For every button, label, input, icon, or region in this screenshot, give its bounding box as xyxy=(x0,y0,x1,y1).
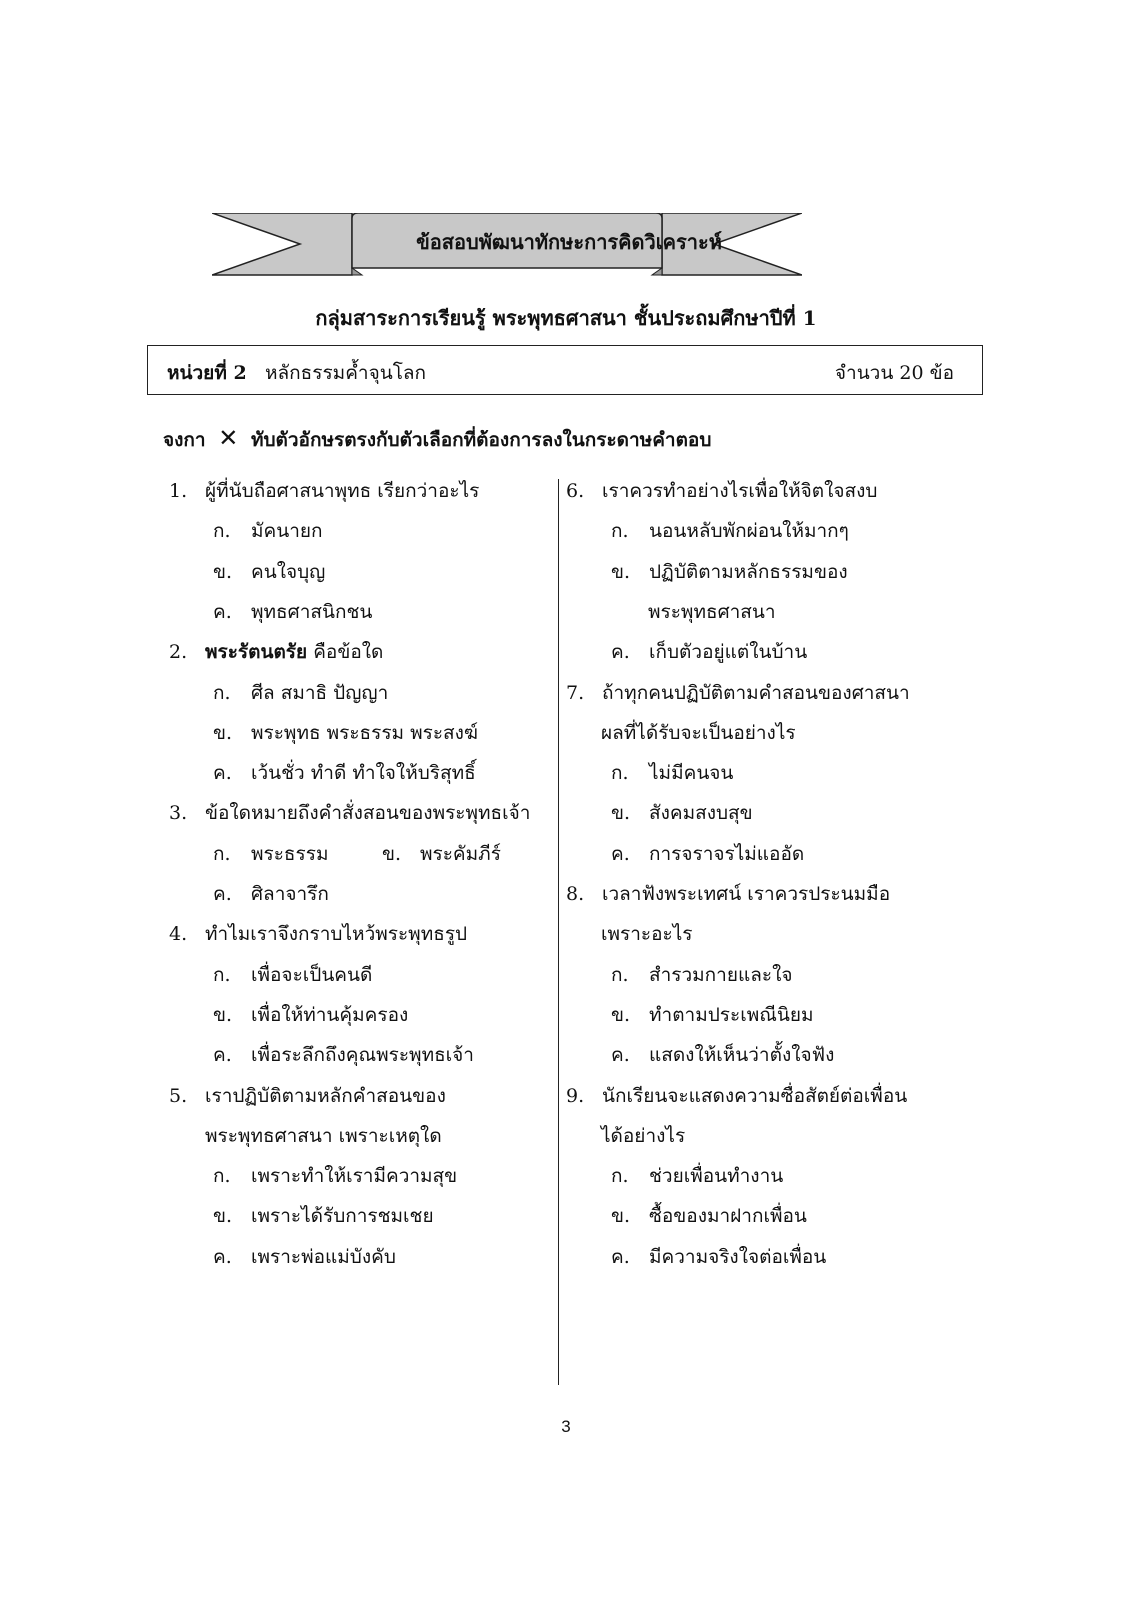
question-3-line xyxy=(169,793,530,834)
choice-1-0 xyxy=(213,511,323,552)
question-7-line xyxy=(566,673,910,714)
question-9-line xyxy=(566,1076,907,1117)
choice-text: ไม่มีคนจน xyxy=(649,762,734,785)
question-text: คือข้อใด xyxy=(313,641,384,664)
column-divider xyxy=(558,479,559,1385)
choice-label: ค. xyxy=(213,1245,232,1268)
choice-label: ค. xyxy=(611,1245,630,1268)
choice-text: ปฏิบัติตามหลักธรรมของ xyxy=(649,560,848,583)
choice-2-2 xyxy=(213,753,476,794)
cross-mark-icon: ✕ xyxy=(218,424,239,452)
subject-line: กลุ่มสาระการเรียนรู้ พระพุทธศาสนา ชั้นประถมศึกษาปีที่ 1 xyxy=(315,306,817,330)
question-4-line xyxy=(169,914,467,955)
question-number: 6. xyxy=(566,480,585,502)
choice-label: ข. xyxy=(611,1003,631,1026)
choice-label: ค. xyxy=(611,842,630,865)
question-keyword: พระรัตนตรัย xyxy=(205,641,308,664)
question-1-line xyxy=(169,471,479,512)
choice-label: ก. xyxy=(213,842,231,865)
choice-text: พระธรรม xyxy=(251,842,329,865)
question-text: พระพุทธศาสนา เพราะเหตุใด xyxy=(205,1124,442,1147)
choice-7-2 xyxy=(611,834,804,875)
choice-text: เพราะทำให้เรามีความสุข xyxy=(251,1165,458,1188)
choice-label: ก. xyxy=(213,1165,231,1188)
question-9-line xyxy=(601,1116,685,1157)
choice-text: เพื่อจะเป็นคนดี xyxy=(251,963,373,986)
choice-text: เก็บตัวอยู่แต่ในบ้าน xyxy=(649,641,808,664)
choice-5-0 xyxy=(213,1156,457,1197)
choice-5-1 xyxy=(213,1196,434,1237)
choice-8-2 xyxy=(611,1035,834,1076)
question-7-line xyxy=(601,713,796,754)
instruction-before: จงกา xyxy=(163,429,206,451)
choice-text: นอนหลับพักผ่อนให้มากๆ xyxy=(649,520,849,543)
choice-3-1 xyxy=(382,834,501,875)
choice-9-2 xyxy=(611,1237,826,1278)
question-text: ข้อใดหมายถึงคำสั่งสอนของพระพุทธเจ้า xyxy=(205,802,531,825)
choice-text: ศีล สมาธิ ปัญญา xyxy=(251,681,389,704)
question-5-line xyxy=(205,1116,442,1157)
question-number: 8. xyxy=(566,883,585,905)
choice-6-0 xyxy=(611,511,849,552)
choice-label: ค. xyxy=(213,883,232,905)
choice-label: ข. xyxy=(382,842,402,865)
question-number: 9. xyxy=(566,1084,585,1107)
choice-text: มัคนายก xyxy=(251,520,323,543)
question-5-line xyxy=(169,1076,446,1117)
choice-1-2 xyxy=(213,592,372,633)
instruction xyxy=(163,424,711,455)
choice-2-0 xyxy=(213,673,388,714)
choice-label: ก. xyxy=(213,520,231,543)
question-8-line xyxy=(601,914,692,955)
choice-2-1 xyxy=(213,713,478,754)
choice-text: เว้นชั่ว ทำดี ทำใจให้บริสุทธิ์ xyxy=(251,762,476,785)
choice-label: ข. xyxy=(213,1003,233,1026)
question-number: 5. xyxy=(169,1084,188,1107)
question-text: ได้อย่างไร xyxy=(601,1124,686,1147)
choice-text: เพราะได้รับการชมเชย xyxy=(251,1205,434,1228)
choice-9-0 xyxy=(611,1156,783,1197)
choice-8-0 xyxy=(611,955,792,996)
choice-text: แสดงให้เห็นว่าตั้งใจฟัง xyxy=(649,1044,835,1067)
banner-title: ข้อสอบพัฒนาทักษะการคิดวิเคราะห์ xyxy=(416,230,722,254)
question-text: ถ้าทุกคนปฏิบัติตามคำสอนของศาสนา xyxy=(602,681,910,704)
choice-6-1 xyxy=(611,552,848,593)
question-text: ผลที่ได้รับจะเป็นอย่างไร xyxy=(601,721,796,744)
choice-label: ข. xyxy=(213,1205,233,1228)
choice-text: เพื่อระลึกถึงคุณพระพุทธเจ้า xyxy=(251,1044,474,1067)
question-number: 1. xyxy=(169,480,188,502)
page-number: 3 xyxy=(561,1417,571,1436)
choice-label: ก. xyxy=(611,762,629,785)
choice-text: มีความจริงใจต่อเพื่อน xyxy=(649,1245,827,1268)
choice-text: ซื้อของมาฝากเพื่อน xyxy=(649,1205,807,1228)
choice-6-2 xyxy=(611,632,807,673)
question-8-line xyxy=(566,874,890,915)
choice-4-1 xyxy=(213,995,408,1036)
choice-label: ค. xyxy=(611,1044,630,1067)
choice-7-0 xyxy=(611,753,733,794)
question-text: เราควรทำอย่างไรเพื่อให้จิตใจสงบ xyxy=(602,480,878,502)
choice-label: ค. xyxy=(611,641,630,664)
choice-3-2 xyxy=(213,874,329,915)
choice-label: ก. xyxy=(213,963,231,986)
choice-label: ข. xyxy=(611,1205,631,1228)
question-number: 3. xyxy=(169,802,188,825)
choice-text: การจราจรไม่แออัด xyxy=(649,842,805,865)
choice-4-0 xyxy=(213,955,372,996)
choice-label: ข. xyxy=(213,560,233,583)
choice-6-1-cont: พระพุทธศาสนา xyxy=(648,600,776,623)
question-text: เราปฏิบัติตามหลักคำสอนของ xyxy=(205,1084,446,1107)
question-text: เวลาฟังพระเทศน์ เราควรประนมมือ xyxy=(602,883,891,905)
unit-label: หน่วยที่ 2 xyxy=(167,362,247,384)
choice-label: ค. xyxy=(213,600,232,623)
question-text: นักเรียนจะแสดงความซื่อสัตย์ต่อเพื่อน xyxy=(602,1084,908,1107)
choice-text: ช่วยเพื่อนทำงาน xyxy=(649,1165,784,1188)
choice-label: ข. xyxy=(611,560,631,583)
choice-label: ค. xyxy=(213,1044,232,1067)
choice-text: ศิลาจารึก xyxy=(251,883,329,905)
choice-5-2 xyxy=(213,1237,396,1278)
choice-label: ข. xyxy=(213,721,233,744)
choice-label: ก. xyxy=(611,520,629,543)
choice-8-1 xyxy=(611,995,814,1036)
choice-text: พระคัมภีร์ xyxy=(420,842,501,865)
choice-text: เพราะพ่อแม่บังคับ xyxy=(251,1245,396,1268)
question-count: จำนวน 20 ข้อ xyxy=(834,362,954,384)
choice-text: สำรวมกายและใจ xyxy=(649,963,793,986)
question-6-line xyxy=(566,471,877,512)
choice-text: คนใจบุญ xyxy=(251,560,326,583)
unit-title: หลักธรรมค้ำจุนโลก xyxy=(265,362,427,384)
question-number: 7. xyxy=(566,681,585,704)
question-text: เพราะอะไร xyxy=(601,923,693,946)
choice-label: ข. xyxy=(611,802,631,825)
choice-text: พุทธศาสนิกชน xyxy=(251,600,373,623)
choice-7-1 xyxy=(611,793,753,834)
choice-label: ก. xyxy=(213,681,231,704)
choice-label: ก. xyxy=(611,963,629,986)
question-text: ผู้ที่นับถือศาสนาพุทธ เรียกว่าอะไร xyxy=(205,480,480,502)
question-text: ทำไมเราจึงกราบไหว้พระพุทธรูป xyxy=(205,923,468,946)
choice-3-0 xyxy=(213,834,328,875)
question-number: 4. xyxy=(169,923,188,946)
question-2-line xyxy=(169,632,383,673)
choice-label: ก. xyxy=(611,1165,629,1188)
choice-text: เพื่อให้ท่านคุ้มครอง xyxy=(251,1003,409,1026)
choice-label: ค. xyxy=(213,762,232,785)
instruction-after: ทับตัวอักษรตรงกับตัวเลือกที่ต้องการลงในกระดาษคำตอบ xyxy=(250,429,712,451)
choice-9-1 xyxy=(611,1196,807,1237)
choice-text: พระพุทธ พระธรรม พระสงฆ์ xyxy=(251,721,479,744)
question-number: 2. xyxy=(169,641,188,664)
choice-text: ทำตามประเพณีนิยม xyxy=(649,1003,814,1026)
choice-4-2 xyxy=(213,1035,474,1076)
choice-text: สังคมสงบสุข xyxy=(649,802,753,825)
choice-1-1 xyxy=(213,552,325,593)
